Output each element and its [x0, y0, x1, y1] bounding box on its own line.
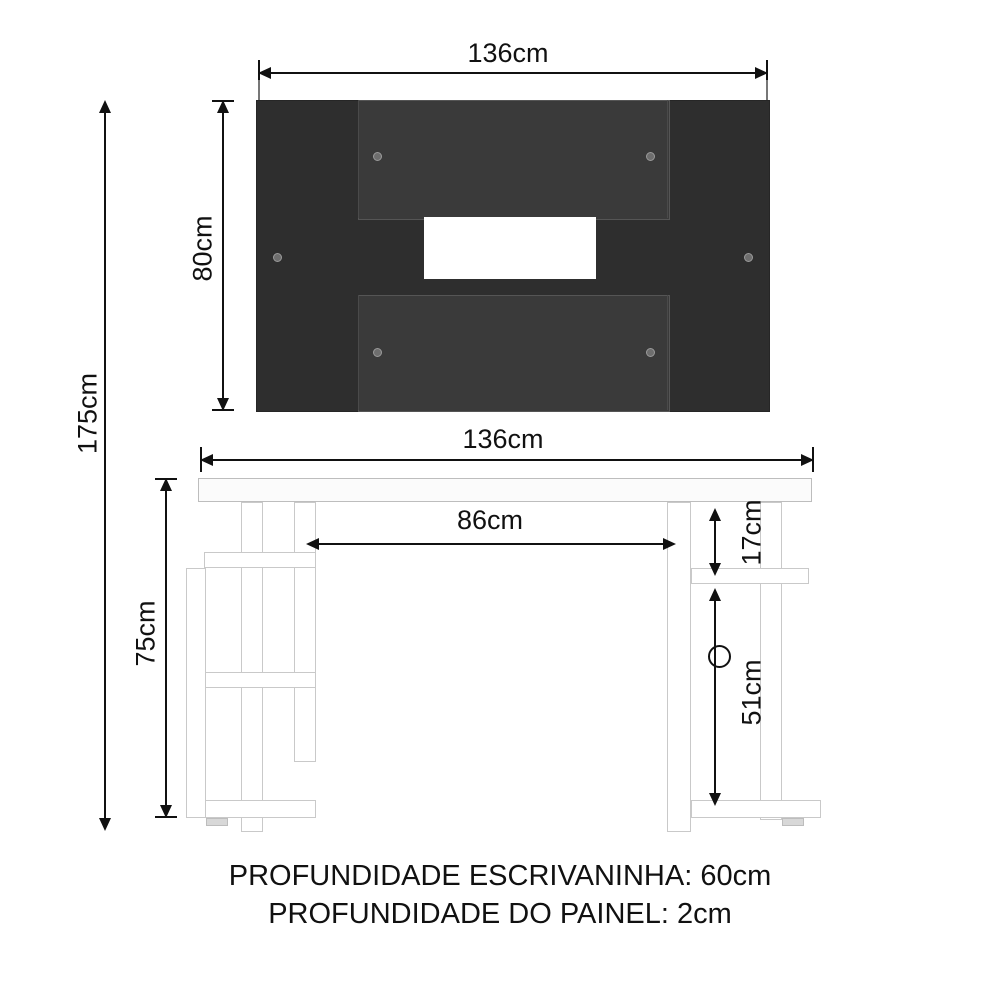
desk-height-tick-top [155, 478, 177, 480]
screw-icon [646, 348, 655, 357]
desk-left-shelf-top [204, 552, 316, 568]
overall-height-arrow-top [99, 100, 111, 113]
screw-icon [373, 152, 382, 161]
caption-desk-depth: PROFUNDIDADE ESCRIVANINHA: 60cm [228, 860, 772, 892]
screw-icon [646, 152, 655, 161]
panel-seam-left-lower [358, 295, 359, 410]
desk-lower-gap-arrow-top [709, 588, 721, 601]
desk-shelf-gap-arrow-top [709, 508, 721, 521]
desk-height-tick-bottom [155, 816, 177, 818]
panel-width-label: 136cm [467, 38, 549, 68]
desk-right-inner-panel [667, 502, 691, 832]
panel-upper-plate [358, 100, 670, 220]
desk-lower-gap-label: 51cm [736, 659, 767, 726]
desk-width-tick-right [812, 447, 814, 472]
caption-panel-depth: PROFUNDIDADE DO PAINEL: 2cm [268, 898, 732, 930]
panel-lower-plate [358, 295, 670, 412]
desk-inner-width-arrow-right [663, 538, 676, 550]
screw-icon [273, 253, 282, 262]
panel-height-label: 80cm [187, 215, 218, 282]
desk-lower-gap-line [714, 600, 716, 796]
desk-inner-width-label: 86cm [456, 505, 524, 535]
overall-height-line [104, 110, 106, 820]
screw-icon [744, 253, 753, 262]
cable-hole-icon [708, 645, 731, 668]
panel-height-tick-top [212, 100, 234, 102]
screw-icon [373, 348, 382, 357]
panel-seam-right-lower [667, 295, 668, 410]
panel-height-tick-bottom [212, 409, 234, 411]
desk-inner-width-line [318, 543, 664, 545]
panel-cutout [424, 217, 596, 279]
panel-width-line [270, 72, 756, 74]
panel-extension-left [258, 80, 260, 102]
desk-width-tick-left [200, 447, 202, 472]
overall-height-label: 175cm [72, 372, 103, 455]
desk-shelf-gap-arrow-bottom [709, 563, 721, 576]
desk-width-label: 136cm [462, 424, 544, 454]
desk-shelf-gap-label: 17cm [736, 499, 767, 566]
desk-foot-left [206, 818, 228, 826]
desk-foot-right [782, 818, 804, 826]
desk-height-label: 75cm [130, 600, 161, 667]
desk-height-line [165, 488, 167, 806]
desk-width-line [212, 459, 802, 461]
desk-shelf-gap-line [714, 520, 716, 568]
panel-seam-right-upper [667, 100, 668, 218]
desk-top-surface [198, 478, 812, 502]
desk-left-side-wall [186, 568, 206, 818]
desk-lower-gap-arrow-bottom [709, 793, 721, 806]
panel-height-line [222, 110, 224, 400]
desk-inner-width-arrow-left [306, 538, 319, 550]
panel-seam-left-upper [358, 100, 359, 218]
panel-extension-right [766, 80, 768, 102]
overall-height-arrow-bottom [99, 818, 111, 831]
